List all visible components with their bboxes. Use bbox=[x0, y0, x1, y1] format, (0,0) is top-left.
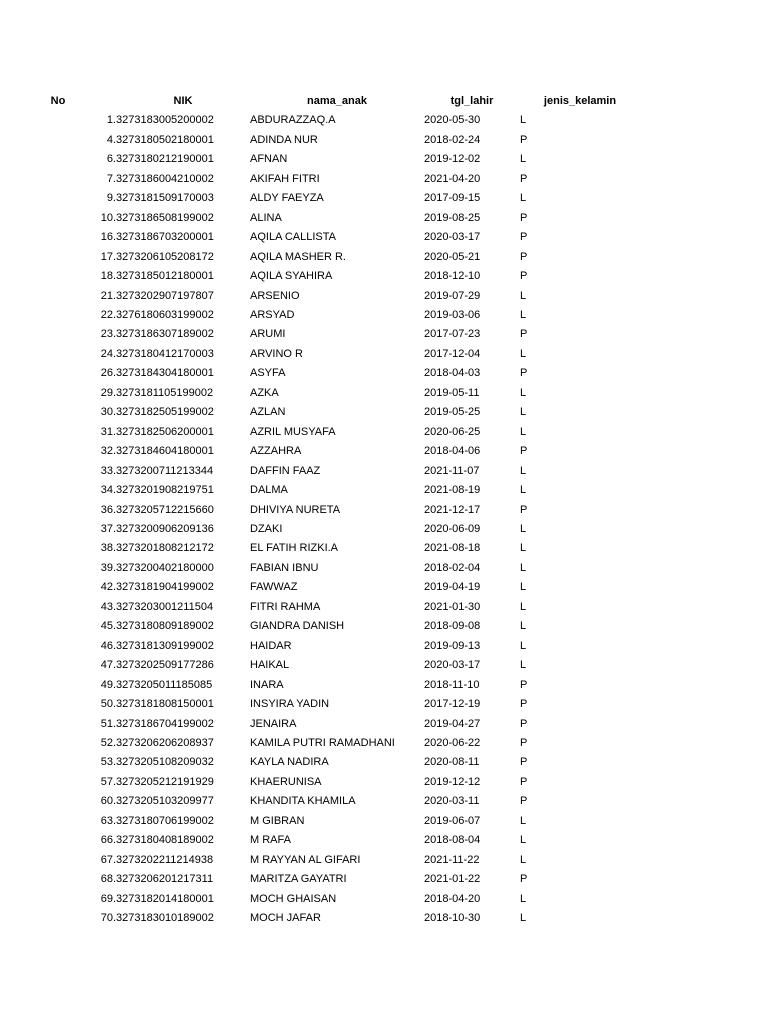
row-nama-anak: FITRI RAHMA bbox=[250, 600, 321, 613]
table-row bbox=[0, 403, 640, 422]
row-jenis-kelamin: L bbox=[520, 484, 527, 497]
row-tgl-lahir: 2021-08-19 bbox=[424, 484, 481, 497]
row-no: 39. bbox=[100, 561, 116, 574]
row-tgl-lahir: 2019-03-06 bbox=[424, 308, 481, 321]
row-nik: 3273183005200002 bbox=[116, 114, 214, 127]
table-row bbox=[0, 287, 640, 306]
row-tgl-lahir: 2019-09-13 bbox=[424, 639, 481, 652]
row-no: 24. bbox=[100, 347, 116, 360]
row-jenis-kelamin: P bbox=[520, 678, 528, 691]
row-nik: 3273206206208937 bbox=[116, 736, 214, 749]
row-nama-anak: INARA bbox=[250, 678, 284, 691]
row-nama-anak: M RAFA bbox=[250, 834, 291, 847]
row-nama-anak: AKIFAH FITRI bbox=[250, 172, 320, 185]
table-row bbox=[0, 812, 640, 831]
table-row bbox=[0, 248, 640, 267]
row-nik: 3273181808150001 bbox=[116, 698, 214, 711]
row-jenis-kelamin: L bbox=[520, 386, 527, 399]
row-nama-anak: DALMA bbox=[250, 484, 288, 497]
row-no: 6. bbox=[106, 153, 116, 166]
row-tgl-lahir: 2018-02-04 bbox=[424, 561, 481, 574]
row-nik: 3273202509177286 bbox=[116, 659, 214, 672]
row-jenis-kelamin: L bbox=[520, 853, 527, 866]
row-jenis-kelamin: L bbox=[520, 542, 527, 555]
table-row bbox=[0, 189, 640, 208]
row-tgl-lahir: 2018-02-24 bbox=[424, 133, 481, 146]
table-row bbox=[0, 111, 640, 130]
row-jenis-kelamin: L bbox=[520, 192, 527, 205]
row-tgl-lahir: 2019-08-25 bbox=[424, 211, 481, 224]
row-tgl-lahir: 2020-08-11 bbox=[424, 756, 480, 769]
row-nik: 3273205108209032 bbox=[116, 756, 214, 769]
row-no: 26. bbox=[100, 367, 116, 380]
row-nik: 3273183010189002 bbox=[116, 912, 214, 925]
row-jenis-kelamin: P bbox=[520, 698, 528, 711]
row-tgl-lahir: 2017-07-23 bbox=[424, 328, 481, 341]
children-table bbox=[0, 92, 640, 928]
row-nama-anak: ARUMI bbox=[250, 328, 286, 341]
row-jenis-kelamin: L bbox=[520, 620, 527, 633]
row-tgl-lahir: 2021-11-07 bbox=[424, 464, 480, 477]
row-no: 1. bbox=[106, 114, 116, 127]
row-jenis-kelamin: L bbox=[520, 659, 527, 672]
row-nik: 3273180408189002 bbox=[116, 834, 214, 847]
row-nama-anak: M RAYYAN AL GIFARI bbox=[250, 853, 361, 866]
row-no: 16. bbox=[100, 231, 116, 244]
table-row bbox=[0, 559, 640, 578]
row-tgl-lahir: 2018-04-06 bbox=[424, 445, 481, 458]
row-nama-anak: DAFFIN FAAZ bbox=[250, 464, 321, 477]
row-tgl-lahir: 2020-06-09 bbox=[424, 522, 481, 535]
row-nama-anak: AZZAHRA bbox=[250, 445, 302, 458]
row-no: 52. bbox=[100, 736, 116, 749]
row-jenis-kelamin: L bbox=[520, 912, 527, 925]
row-jenis-kelamin: L bbox=[520, 522, 527, 535]
row-no: 10. bbox=[100, 211, 116, 224]
row-tgl-lahir: 2018-08-04 bbox=[424, 834, 481, 847]
row-nama-anak: ADINDA NUR bbox=[250, 133, 318, 146]
row-jenis-kelamin: P bbox=[520, 756, 528, 769]
row-nik: 3273202211214938 bbox=[116, 853, 214, 866]
row-no: 9. bbox=[106, 192, 116, 205]
row-nik: 3273184604180001 bbox=[116, 445, 214, 458]
row-nama-anak: MARITZA GAYATRI bbox=[250, 873, 347, 886]
row-nik: 3273200402180000 bbox=[116, 561, 214, 574]
row-nama-anak: ABDURAZZAQ.A bbox=[250, 114, 336, 127]
row-tgl-lahir: 2018-04-03 bbox=[424, 367, 481, 380]
table-row bbox=[0, 773, 640, 792]
row-jenis-kelamin: L bbox=[520, 892, 527, 905]
table-row bbox=[0, 442, 640, 461]
row-nama-anak: ARVINO R bbox=[250, 347, 303, 360]
row-nama-anak: FAWWAZ bbox=[250, 581, 298, 594]
row-nama-anak: INSYIRA YADIN bbox=[250, 698, 330, 711]
row-nama-anak: GIANDRA DANISH bbox=[250, 620, 345, 633]
row-jenis-kelamin: P bbox=[520, 717, 528, 730]
header-row bbox=[0, 92, 640, 111]
row-nik: 3273180412170003 bbox=[116, 347, 214, 360]
row-nik: 3273201908219751 bbox=[116, 484, 214, 497]
row-no: 60. bbox=[100, 795, 116, 808]
row-nama-anak: DZAKI bbox=[250, 522, 283, 535]
table-row bbox=[0, 520, 640, 539]
row-tgl-lahir: 2019-05-25 bbox=[424, 406, 481, 419]
row-jenis-kelamin: P bbox=[520, 367, 528, 380]
row-tgl-lahir: 2020-03-17 bbox=[424, 659, 481, 672]
row-nik: 3273181105199002 bbox=[116, 386, 214, 399]
row-no: 68. bbox=[100, 873, 116, 886]
row-tgl-lahir: 2021-11-22 bbox=[424, 853, 480, 866]
row-jenis-kelamin: L bbox=[520, 834, 527, 847]
header-nik: NIK bbox=[173, 95, 193, 107]
row-nik: 3273186307189002 bbox=[116, 328, 214, 341]
row-nama-anak: AQILA CALLISTA bbox=[250, 231, 337, 244]
row-jenis-kelamin: P bbox=[520, 211, 528, 224]
row-jenis-kelamin: L bbox=[520, 289, 527, 302]
row-nik: 3273200906209136 bbox=[116, 522, 214, 535]
row-nik: 3273182505199002 bbox=[116, 406, 214, 419]
row-no: 4. bbox=[106, 133, 116, 146]
table-row bbox=[0, 676, 640, 695]
row-tgl-lahir: 2021-01-22 bbox=[424, 873, 481, 886]
row-nama-anak: KAMILA PUTRI RAMADHANI bbox=[250, 736, 395, 749]
table-row bbox=[0, 364, 640, 383]
row-jenis-kelamin: P bbox=[520, 172, 528, 185]
row-nik: 3273181904199002 bbox=[116, 581, 214, 594]
row-no: 33. bbox=[100, 464, 116, 477]
row-nama-anak: ALINA bbox=[250, 211, 282, 224]
table-row bbox=[0, 637, 640, 656]
header-jenis-kelamin: jenis_kelamin bbox=[543, 95, 617, 107]
table-row bbox=[0, 617, 640, 636]
row-jenis-kelamin: L bbox=[520, 639, 527, 652]
row-nama-anak: AQILA SYAHIRA bbox=[250, 270, 333, 283]
row-nik: 3273180706199002 bbox=[116, 814, 214, 827]
table-row bbox=[0, 792, 640, 811]
row-tgl-lahir: 2021-12-17 bbox=[424, 503, 481, 516]
row-tgl-lahir: 2021-01-30 bbox=[424, 600, 481, 613]
table-row bbox=[0, 539, 640, 558]
row-nama-anak: HAIDAR bbox=[250, 639, 292, 652]
row-nik: 3273181509170003 bbox=[116, 192, 214, 205]
table-row bbox=[0, 228, 640, 247]
row-no: 37. bbox=[100, 522, 116, 535]
row-nama-anak: FABIAN IBNU bbox=[250, 561, 319, 574]
row-nik: 3273205712215660 bbox=[116, 503, 214, 516]
table-row bbox=[0, 909, 640, 928]
row-tgl-lahir: 2020-03-17 bbox=[424, 231, 481, 244]
row-nama-anak: AZKA bbox=[250, 386, 279, 399]
row-tgl-lahir: 2020-03-11 bbox=[424, 795, 480, 808]
row-nama-anak: MOCH JAFAR bbox=[250, 912, 321, 925]
table-row bbox=[0, 481, 640, 500]
table-row bbox=[0, 462, 640, 481]
row-nik: 3273205103209977 bbox=[116, 795, 214, 808]
header-tgl-lahir: tgl_lahir bbox=[450, 95, 494, 107]
row-no: 66. bbox=[100, 834, 116, 847]
row-no: 47. bbox=[100, 659, 116, 672]
row-tgl-lahir: 2018-04-20 bbox=[424, 892, 481, 905]
row-nik: 3273206201217311 bbox=[116, 873, 214, 886]
row-nik: 3273205212191929 bbox=[116, 775, 214, 788]
header-no: No bbox=[50, 95, 66, 107]
row-no: 70. bbox=[100, 912, 116, 925]
table-row bbox=[0, 325, 640, 344]
row-no: 17. bbox=[100, 250, 116, 263]
row-no: 51. bbox=[100, 717, 116, 730]
row-jenis-kelamin: P bbox=[520, 445, 528, 458]
row-nik: 3273206105208172 bbox=[116, 250, 214, 263]
row-no: 34. bbox=[100, 484, 116, 497]
row-nama-anak: MOCH GHAISAN bbox=[250, 892, 337, 905]
table-row bbox=[0, 851, 640, 870]
row-tgl-lahir: 2017-12-19 bbox=[424, 698, 481, 711]
row-tgl-lahir: 2017-09-15 bbox=[424, 192, 481, 205]
row-no: 67. bbox=[100, 853, 116, 866]
row-nama-anak: AQILA MASHER R. bbox=[250, 250, 346, 263]
table-row bbox=[0, 267, 640, 286]
row-no: 50. bbox=[100, 698, 116, 711]
row-jenis-kelamin: P bbox=[520, 775, 528, 788]
table-row bbox=[0, 384, 640, 403]
row-no: 69. bbox=[100, 892, 116, 905]
row-nama-anak: M GIBRAN bbox=[250, 814, 305, 827]
header-nama-anak: nama_anak bbox=[307, 95, 367, 107]
row-nama-anak: DHIVIYA NURETA bbox=[250, 503, 341, 516]
row-no: 32. bbox=[100, 445, 116, 458]
row-nama-anak: AZRIL MUSYAFA bbox=[250, 425, 336, 438]
row-nama-anak: KAYLA NADIRA bbox=[250, 756, 329, 769]
row-tgl-lahir: 2019-06-07 bbox=[424, 814, 481, 827]
row-nama-anak: AFNAN bbox=[250, 153, 288, 166]
row-tgl-lahir: 2019-04-19 bbox=[424, 581, 481, 594]
row-nik: 3273180212190001 bbox=[116, 153, 214, 166]
row-tgl-lahir: 2021-08-18 bbox=[424, 542, 481, 555]
table-row bbox=[0, 890, 640, 909]
row-tgl-lahir: 2020-06-25 bbox=[424, 425, 481, 438]
row-jenis-kelamin: L bbox=[520, 153, 527, 166]
row-no: 63. bbox=[100, 814, 116, 827]
table-row bbox=[0, 870, 640, 889]
row-jenis-kelamin: L bbox=[520, 814, 527, 827]
row-jenis-kelamin: P bbox=[520, 873, 528, 886]
row-nik: 3273182014180001 bbox=[116, 892, 214, 905]
table-row bbox=[0, 831, 640, 850]
table-row bbox=[0, 656, 640, 675]
row-nama-anak: JENAIRA bbox=[250, 717, 297, 730]
row-tgl-lahir: 2018-11-10 bbox=[424, 678, 480, 691]
row-nama-anak: KHANDITA KHAMILA bbox=[250, 795, 356, 808]
table-row bbox=[0, 501, 640, 520]
row-tgl-lahir: 2018-09-08 bbox=[424, 620, 481, 633]
row-no: 36. bbox=[100, 503, 116, 516]
row-nik: 3273186508199002 bbox=[116, 211, 214, 224]
row-jenis-kelamin: L bbox=[520, 464, 527, 477]
row-jenis-kelamin: P bbox=[520, 250, 528, 263]
row-no: 38. bbox=[100, 542, 116, 555]
row-jenis-kelamin: P bbox=[520, 133, 528, 146]
table-row bbox=[0, 345, 640, 364]
row-jenis-kelamin: P bbox=[520, 736, 528, 749]
row-tgl-lahir: 2019-12-12 bbox=[424, 775, 481, 788]
row-jenis-kelamin: L bbox=[520, 347, 527, 360]
table-row bbox=[0, 131, 640, 150]
row-tgl-lahir: 2019-05-11 bbox=[424, 386, 480, 399]
row-nik: 3273202907197807 bbox=[116, 289, 214, 302]
row-jenis-kelamin: P bbox=[520, 270, 528, 283]
row-no: 18. bbox=[100, 270, 116, 283]
row-no: 21. bbox=[100, 289, 116, 302]
row-no: 49. bbox=[100, 678, 116, 691]
table-row bbox=[0, 598, 640, 617]
row-nik: 3273180502180001 bbox=[116, 133, 214, 146]
table-row bbox=[0, 170, 640, 189]
row-nama-anak: ARSENIO bbox=[250, 289, 300, 302]
row-tgl-lahir: 2020-05-30 bbox=[424, 114, 481, 127]
table-row bbox=[0, 423, 640, 442]
row-jenis-kelamin: L bbox=[520, 425, 527, 438]
row-no: 46. bbox=[100, 639, 116, 652]
row-jenis-kelamin: L bbox=[520, 581, 527, 594]
row-no: 42. bbox=[100, 581, 116, 594]
row-no: 23. bbox=[100, 328, 116, 341]
row-nama-anak: HAIKAL bbox=[250, 659, 290, 672]
row-no: 31. bbox=[100, 425, 116, 438]
row-nik: 3276180603199002 bbox=[116, 308, 214, 321]
row-tgl-lahir: 2018-10-30 bbox=[424, 912, 481, 925]
row-nik: 3273181309199002 bbox=[116, 639, 214, 652]
row-jenis-kelamin: L bbox=[520, 561, 527, 574]
row-jenis-kelamin: P bbox=[520, 231, 528, 244]
row-tgl-lahir: 2020-05-21 bbox=[424, 250, 481, 263]
row-nama-anak: ALDY FAEYZA bbox=[250, 192, 324, 205]
row-nama-anak: ASYFA bbox=[250, 367, 286, 380]
row-tgl-lahir: 2021-04-20 bbox=[424, 172, 481, 185]
row-no: 7. bbox=[106, 172, 116, 185]
table-row bbox=[0, 753, 640, 772]
row-no: 45. bbox=[100, 620, 116, 633]
row-jenis-kelamin: P bbox=[520, 503, 528, 516]
table-row bbox=[0, 306, 640, 325]
table-row bbox=[0, 695, 640, 714]
row-nik: 3273186004210002 bbox=[116, 172, 214, 185]
table-row bbox=[0, 150, 640, 169]
row-nik: 3273205011185085 bbox=[116, 678, 213, 691]
row-jenis-kelamin: P bbox=[520, 795, 528, 808]
row-tgl-lahir: 2019-12-02 bbox=[424, 153, 481, 166]
row-tgl-lahir: 2020-06-22 bbox=[424, 736, 481, 749]
row-no: 29. bbox=[100, 386, 116, 399]
row-nama-anak: EL FATIH RIZKI.A bbox=[250, 542, 339, 555]
row-nama-anak: ARSYAD bbox=[250, 308, 295, 321]
row-jenis-kelamin: L bbox=[520, 600, 527, 613]
row-jenis-kelamin: L bbox=[520, 308, 527, 321]
row-tgl-lahir: 2018-12-10 bbox=[424, 270, 481, 283]
table-row bbox=[0, 715, 640, 734]
table-row bbox=[0, 734, 640, 753]
table-row bbox=[0, 578, 640, 597]
row-jenis-kelamin: L bbox=[520, 114, 527, 127]
row-no: 57. bbox=[100, 775, 116, 788]
row-tgl-lahir: 2019-04-27 bbox=[424, 717, 481, 730]
row-tgl-lahir: 2017-12-04 bbox=[424, 347, 481, 360]
row-nik: 3273180809189002 bbox=[116, 620, 214, 633]
row-no: 43. bbox=[100, 600, 116, 613]
row-no: 22. bbox=[100, 308, 116, 321]
row-nama-anak: AZLAN bbox=[250, 406, 286, 419]
row-nik: 3273203001211504 bbox=[116, 600, 214, 613]
row-nik: 3273201808212172 bbox=[116, 542, 214, 555]
row-jenis-kelamin: P bbox=[520, 328, 528, 341]
row-nik: 3273200711213344 bbox=[116, 464, 214, 477]
row-nik: 3273184304180001 bbox=[116, 367, 214, 380]
row-nik: 3273185012180001 bbox=[116, 270, 214, 283]
row-nik: 3273186703200001 bbox=[116, 231, 214, 244]
row-nama-anak: KHAERUNISA bbox=[250, 775, 322, 788]
row-no: 53. bbox=[100, 756, 116, 769]
row-tgl-lahir: 2019-07-29 bbox=[424, 289, 481, 302]
row-nik: 3273182506200001 bbox=[116, 425, 214, 438]
row-nik: 3273186704199002 bbox=[116, 717, 214, 730]
table-row bbox=[0, 209, 640, 228]
row-no: 30. bbox=[100, 406, 116, 419]
row-jenis-kelamin: L bbox=[520, 406, 527, 419]
